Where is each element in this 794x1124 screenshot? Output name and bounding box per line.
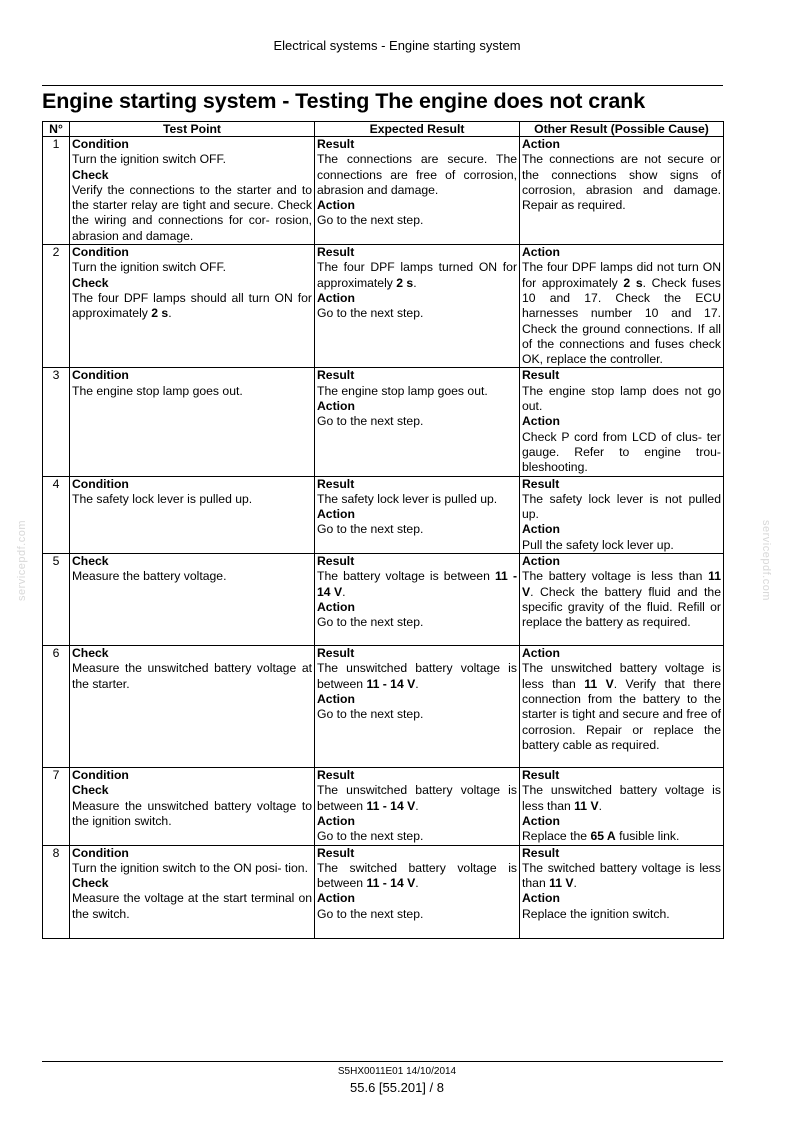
page-title: Engine starting system - Testing The engine does not crank [42,89,646,113]
test-table [42,121,724,939]
cell-text [522,152,721,213]
action-heading: Action [522,554,560,569]
step-number: 3 [43,368,70,476]
other-result-cell [520,137,724,245]
action-heading: Action [522,522,560,537]
cell-text [522,384,721,415]
cell-text [317,861,517,892]
emphasized-value: 11 - 14 V [317,569,517,599]
action-heading: Action [522,137,560,151]
cell-text [72,799,312,830]
cell-text-span: . [413,275,417,290]
cell-text [317,615,517,630]
other-result-cell [520,845,724,938]
test-point-cell [70,646,315,768]
action-heading: Action [317,691,355,706]
cell-text [72,861,312,876]
emphasized-value: 11 V [574,798,599,813]
action-heading: Action [522,891,560,906]
action-heading: Action [317,813,355,828]
column-header-number: N° [43,122,70,137]
cell-text [72,891,312,922]
cell-text-span: . Verify that there connection from the battery to the starter is tight and secure and free of corrosion. Repair or replace the battery cable as required. [522,676,721,752]
result-heading: Result [317,245,355,260]
cell-text [317,384,517,399]
test-point-cell [70,554,315,646]
cell-text-span: . [415,676,419,691]
check-heading: Check [72,554,109,569]
cell-text [522,861,721,892]
column-header-test-point: Test Point [70,122,315,137]
cell-text-span: The connections are not secure or the connections show signs of corrosion, abrasion and damage. Repair as required. [522,152,721,213]
step-number: 7 [43,768,70,845]
running-header: Electrical systems - Engine starting system [273,38,521,53]
column-header-expected-result: Expected Result [315,122,520,137]
expected-result-cell [315,137,520,245]
cell-text-span: The switched battery voltage is less than [522,860,721,891]
cell-text-span: The unswitched battery voltage is between [317,661,517,691]
cell-text-span: The connections are secure. The connections are free of corrosion, abrasion and damage. [317,152,517,197]
cell-text-span: . Check fuses 10 and 17. Check the ECU harnesses number 10 and 17. Check the ground connections. If all of the connections and fuses check OK, replace the controller. [522,275,721,367]
step-number: 4 [43,476,70,553]
condition-heading: Condition [72,768,129,783]
test-point-cell [70,368,315,476]
cell-text [317,907,517,922]
condition-heading: Condition [72,845,129,860]
cell-text-span: The four DPF lamps did not turn ON for approximately [522,260,721,290]
cell-text-span: Measure the unswitched battery voltage to the ignition switch. [72,798,312,828]
cell-text [317,414,517,429]
cell-text [522,492,721,523]
table-row [43,137,724,245]
table-row [43,845,724,938]
cell-text-span: Turn the ignition switch OFF. [72,260,226,275]
table-row [43,768,724,845]
table-row [43,554,724,646]
cell-text [72,384,312,399]
step-number: 1 [43,137,70,245]
table-header-row [43,122,724,137]
cell-text [522,260,721,367]
cell-text-span: The unswitched battery voltage is less than [522,783,721,813]
step-number: 2 [43,245,70,368]
cell-text [522,783,721,814]
action-heading: Action [522,414,560,429]
result-heading: Result [317,646,355,661]
cell-text-span: The four DPF lamps turned ON for approximately [317,260,517,290]
result-heading: Result [317,476,355,491]
cell-text-span: Replace the ignition switch. [522,906,670,921]
cell-text-span: The safety lock lever is pulled up. [317,491,498,506]
emphasized-value: 11 V [522,569,721,599]
expected-result-cell [315,368,520,476]
cell-text [72,260,312,275]
table-row [43,476,724,553]
cell-text-span: Pull the safety lock lever up. [522,537,674,552]
emphasized-value: 11 V [584,676,614,691]
other-result-cell [520,646,724,768]
cell-text [317,829,517,844]
action-heading: Action [522,245,560,260]
cell-text [522,661,721,753]
expected-result-cell [315,245,520,368]
cell-text-span: . [342,584,346,599]
test-point-cell [70,768,315,845]
page-number: 55.6 [55.201] / 8 [350,1080,444,1095]
table-body [43,137,724,939]
result-heading: Result [317,845,355,860]
cell-text-span: Go to the next step. [317,906,424,921]
emphasized-value: 11 V [549,876,574,891]
cell-text-span: The unswitched battery voltage is between [317,783,517,813]
footer-divider [42,1061,723,1062]
cell-text-span: Verify the connections to the starter and to the starter relay are tight and secure. Check the wiring and connections for cor- rosion, abrasion and damage. [72,182,312,243]
test-point-cell [70,137,315,245]
cell-text [522,430,721,476]
step-number: 8 [43,845,70,938]
cell-text-span: The unswitched battery voltage is less than [522,661,721,691]
cell-text [317,707,517,722]
cell-text [522,907,721,922]
other-result-cell [520,476,724,553]
cell-text-span: Go to the next step. [317,414,424,429]
action-heading: Action [317,399,355,414]
cell-text-span: Go to the next step. [317,829,424,844]
cell-text [72,291,312,322]
cell-text [317,569,517,600]
result-heading: Result [522,845,560,860]
cell-text-span: The engine stop lamp does not go out. [522,383,721,414]
test-point-cell [70,845,315,938]
cell-text-span: Measure the voltage at the start terminal on the switch. [72,891,312,921]
cell-text [317,522,517,537]
result-heading: Result [317,368,355,383]
cell-text-span: The four DPF lamps should all turn ON for approximately [72,290,312,321]
check-heading: Check [72,783,109,798]
check-heading: Check [72,275,109,290]
action-heading: Action [522,646,560,661]
check-heading: Check [72,876,109,891]
expected-result-cell [315,646,520,768]
cell-text-span: Go to the next step. [317,213,424,228]
condition-heading: Condition [72,368,129,383]
cell-text-span: The engine stop lamp goes out. [72,383,243,398]
cell-text-span: Measure the unswitched battery voltage at the starter. [72,661,312,691]
cell-text-span: Go to the next step. [317,522,424,537]
emphasized-value: 2 s [623,275,643,290]
action-heading: Action [317,290,355,305]
check-heading: Check [72,646,109,661]
action-heading: Action [317,599,355,614]
cell-text-span: Turn the ignition switch to the ON posi- tion. [72,860,308,875]
column-header-other-result: Other Result (Possible Cause) [520,122,724,137]
step-number: 6 [43,646,70,768]
other-result-cell [520,768,724,845]
cell-text [522,829,721,844]
other-result-cell [520,554,724,646]
cell-text [72,492,312,507]
document-code: S5HX0011E01 14/10/2014 [337,1066,457,1077]
cell-text-span: Go to the next step. [317,615,424,630]
test-point-cell [70,245,315,368]
cell-text [72,569,312,584]
test-point-cell [70,476,315,553]
side-watermark-left: servicepdf.com [16,520,28,601]
cell-text [317,783,517,814]
table-row [43,646,724,768]
step-number: 5 [43,554,70,646]
condition-heading: Condition [72,137,129,151]
cell-text-span: Go to the next step. [317,306,424,321]
result-heading: Result [317,137,355,151]
cell-text-span: Turn the ignition switch OFF. [72,152,226,167]
cell-text-span: The safety lock lever is not pulled up. [522,491,721,522]
cell-text-span: Replace the [522,829,591,844]
action-heading: Action [317,198,355,213]
emphasized-value: 2 s [151,306,169,321]
condition-heading: Condition [72,476,129,491]
table-row [43,368,724,476]
result-heading: Result [317,554,355,569]
cell-text-span: The switched battery voltage is between [317,860,517,891]
result-heading: Result [522,368,560,383]
side-watermark-right: servicepdf.com [760,520,772,601]
cell-text [522,569,721,630]
cell-text-span: . Check the battery fluid and the specific gravity of the fluid. Refill or replace the battery as required. [522,584,721,630]
cell-text-span: Go to the next step. [317,707,424,722]
table-row [43,245,724,368]
cell-text [72,152,312,167]
cell-text-span: . [168,306,172,321]
cell-text-span: Measure the battery voltage. [72,569,227,584]
emphasized-value: 11 - 14 V [366,798,416,813]
cell-text-span: . [598,798,602,813]
cell-text [72,183,312,244]
emphasized-value: 65 A [590,829,616,844]
expected-result-cell [315,845,520,938]
emphasized-value: 11 - 14 V [366,676,416,691]
cell-text [72,661,312,692]
header-divider [42,85,723,86]
other-result-cell [520,245,724,368]
action-heading: Action [317,507,355,522]
check-heading: Check [72,167,109,182]
expected-result-cell [315,768,520,845]
cell-text [317,306,517,321]
cell-text-span: The safety lock lever is pulled up. [72,491,253,506]
expected-result-cell [315,476,520,553]
cell-text [317,152,517,198]
cell-text-span: Check P cord from LCD of clus- ter gauge. Refer to engine trou- bleshooting. [522,429,721,475]
action-heading: Action [317,891,355,906]
cell-text [317,213,517,228]
result-heading: Result [317,768,355,783]
result-heading: Result [522,476,560,491]
other-result-cell [520,368,724,476]
cell-text [522,538,721,553]
cell-text-span: The battery voltage is between [317,569,495,584]
emphasized-value: 11 - 14 V [366,876,416,891]
cell-text [317,260,517,291]
emphasized-value: 2 s [396,275,414,290]
cell-text-span: . [415,876,419,891]
cell-text [317,661,517,692]
action-heading: Action [522,813,560,828]
cell-text-span: . [415,798,419,813]
cell-text-span: The battery voltage is less than [522,569,709,584]
condition-heading: Condition [72,245,129,260]
cell-text [317,492,517,507]
cell-text-span: fusible link. [615,829,680,844]
cell-text-span: . [573,876,577,891]
expected-result-cell [315,554,520,646]
result-heading: Result [522,768,560,783]
cell-text-span: The engine stop lamp goes out. [317,383,488,398]
